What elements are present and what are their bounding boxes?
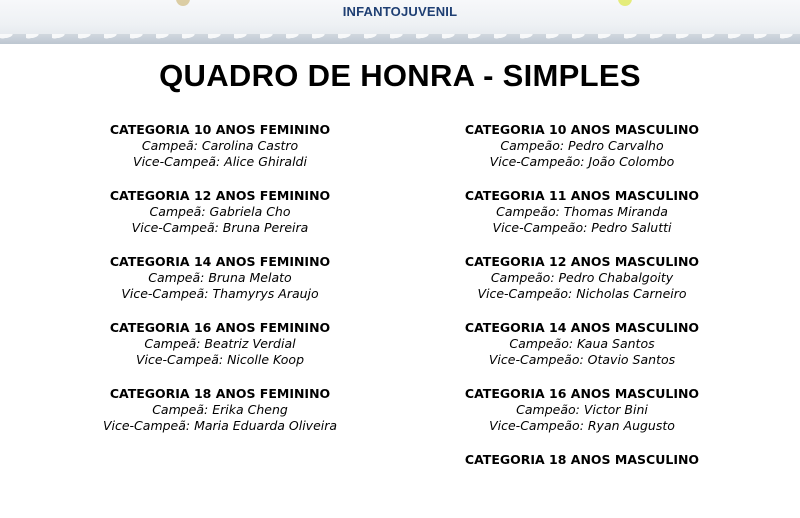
- champion-text: Campeão: Victor Bini: [516, 402, 648, 417]
- champion-text: Campeã: Erika Cheng: [152, 402, 288, 417]
- champion-text: Campeão: Thomas Miranda: [496, 204, 668, 219]
- runner-up-text: Vice-Campeã: Nicolle Koop: [135, 352, 305, 367]
- category-block: [70, 386, 370, 452]
- male-categories-column: [432, 122, 732, 518]
- category-block: [432, 386, 732, 452]
- runner-up-text: Vice-Campeã: Maria Eduarda Oliveira: [102, 418, 338, 433]
- champion-text: Campeã: Carolina Castro: [141, 138, 299, 153]
- category-title: CATEGORIA 12 ANOS FEMININO: [109, 188, 331, 203]
- champion-text: Campeã: Gabriela Cho: [149, 204, 291, 219]
- page-title: QUADRO DE HONRA - SIMPLES: [159, 58, 641, 93]
- category-title: CATEGORIA 16 ANOS MASCULINO: [464, 386, 700, 401]
- champion-text: Campeão: Kaua Santos: [509, 336, 655, 351]
- runner-up-text: Vice-Campeã: Bruna Pereira: [131, 220, 309, 235]
- banner-edge: [0, 34, 800, 44]
- runner-up-text: Vice-Campeão: Nicholas Carneiro: [477, 286, 687, 301]
- category-title: CATEGORIA 18 ANOS MASCULINO: [464, 452, 700, 467]
- category-title: CATEGORIA 18 ANOS FEMININO: [109, 386, 331, 401]
- runner-up-text: Vice-Campeã: Thamyrys Araujo: [121, 286, 319, 301]
- category-title: CATEGORIA 12 ANOS MASCULINO: [464, 254, 700, 269]
- runner-up-text: Vice-Campeão: Pedro Salutti: [492, 220, 672, 235]
- category-block: [432, 254, 732, 320]
- category-block: [70, 320, 370, 386]
- runner-up-text: Vice-Campeão: Ryan Augusto: [489, 418, 675, 433]
- female-categories-column: [70, 122, 370, 452]
- category-block: [432, 320, 732, 386]
- category-title: CATEGORIA 10 ANOS MASCULINO: [464, 122, 700, 137]
- category-title: CATEGORIA 14 ANOS MASCULINO: [464, 320, 700, 335]
- champion-text: Campeão: Pedro Carvalho: [500, 138, 664, 153]
- category-block: [432, 122, 732, 188]
- champion-text: Campeã: Bruna Melato: [148, 270, 292, 285]
- champion-text: Campeã: Beatriz Verdial: [144, 336, 296, 351]
- category-title: CATEGORIA 11 ANOS MASCULINO: [464, 188, 700, 203]
- category-block: [432, 188, 732, 254]
- category-block: [70, 254, 370, 320]
- header-subtitle: INFANTOJUVENIL: [342, 4, 458, 19]
- champion-text: Campeão: Pedro Chabalgoity: [490, 270, 674, 285]
- header-banner: [0, 0, 800, 44]
- category-block: [70, 188, 370, 254]
- category-title: CATEGORIA 10 ANOS FEMININO: [109, 122, 331, 137]
- category-title: CATEGORIA 14 ANOS FEMININO: [109, 254, 331, 269]
- category-block: [70, 122, 370, 188]
- runner-up-text: Vice-Campeã: Alice Ghiraldi: [133, 154, 307, 169]
- runner-up-text: Vice-Campeão: Otavio Santos: [488, 352, 676, 367]
- category-block: [432, 452, 732, 518]
- runner-up-text: Vice-Campeão: João Colombo: [489, 154, 675, 169]
- category-title: CATEGORIA 16 ANOS FEMININO: [109, 320, 331, 335]
